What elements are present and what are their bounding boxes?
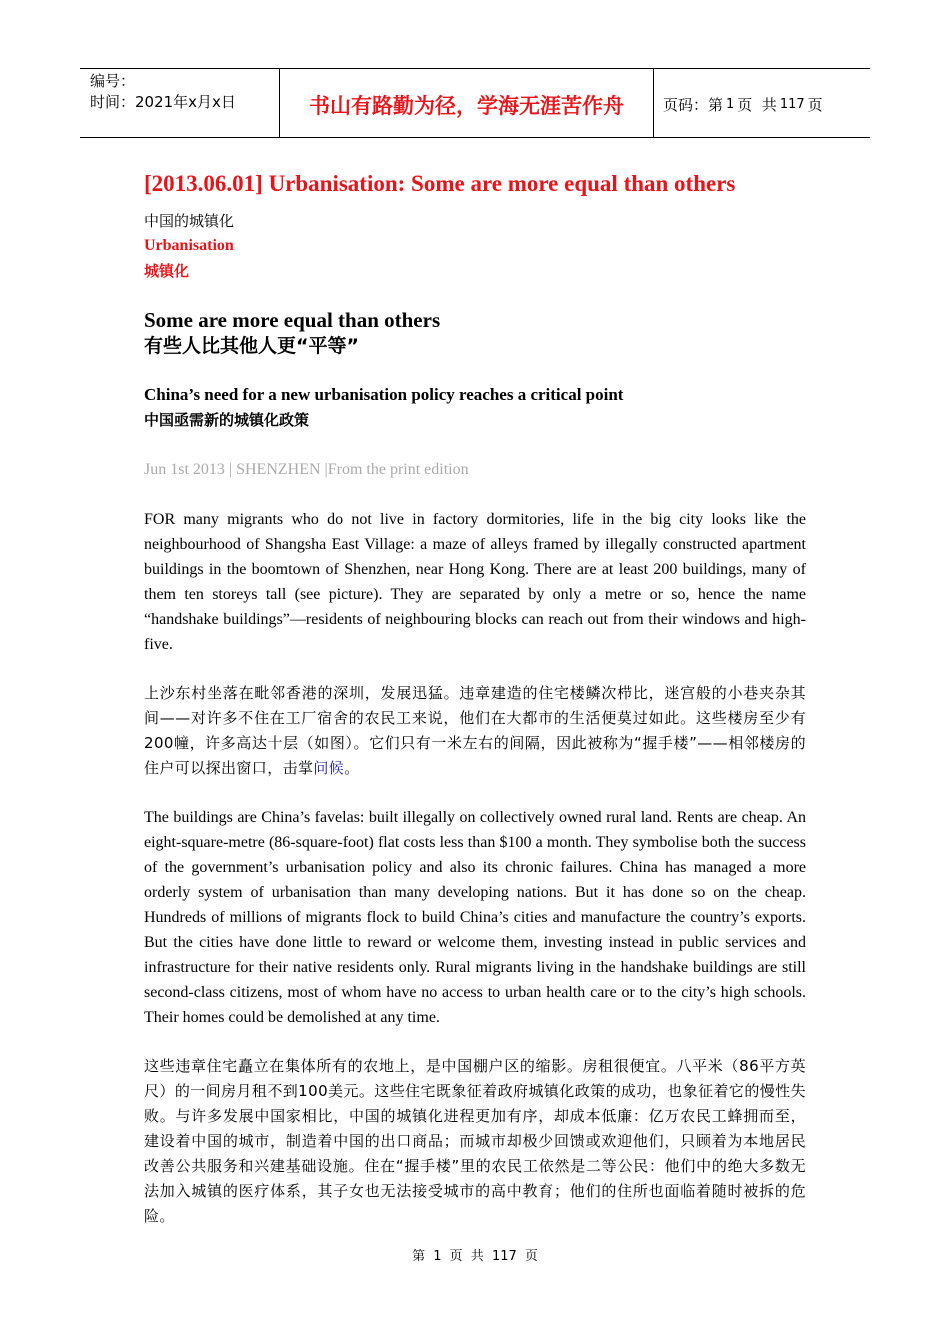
article-title: [2013.06.01] Urbanisation: Some are more equal than others bbox=[144, 171, 736, 196]
paragraph-1-cn-end: 。 bbox=[344, 759, 360, 777]
headline-cn: 有些人比其他人更“平等” bbox=[144, 335, 359, 357]
section-cn: 中国的城镇化 bbox=[144, 212, 235, 230]
paragraph-2-cn: 这些违章住宅矗立在集体所有的农地上，是中国棚户区的缩影。房租很便宜。八平米（86平方英尺）的一间房月租不到100美元。这些住宅既象征着政府城镇化政策的成功，也象征着它的慢性失败。与许多发展中国家相比，中国的城镇化进程更加有序，却成本低廉：亿万农民工蜂拥而至，建设着中国的城市，制造着中国的出口商品；而城市却极少回馈或欢迎他们，只顾着为本地居民改善公共服务和兴建基础设施。住在“握手楼”里的农民工依然是二等公民：他们中的绝大多数无法加入城镇的医疗体系，其子女也无法接受城市的高中教育；他们的住所也面临着随时被拆的危险。 bbox=[144, 1057, 806, 1225]
paragraph-1-en: FOR many migrants who do not live in factory dormitories, life in the big city looks like the neighbourhood of Shangsha East Village: a maze of alleys framed by illegally constructed apartment buildings in the boomtown of Shenzhen, near Hong Kong. There are at least 200 buildings, many of them ten storeys tall (see picture). They are separated by only a metre or so, hence the name “handshake buildings”—residents of neighbouring blocks can reach out from their windows and high-five. bbox=[144, 511, 806, 653]
document-header bbox=[80, 68, 870, 138]
footer-mid: 页 共 bbox=[449, 1249, 484, 1264]
subhead-cn: 中国亟需新的城镇化政策 bbox=[144, 411, 310, 429]
paragraph-2-en: The buildings are China’s favelas: built illegally on collectively owned rural land. Rents are cheap. An eight-square-metre (86-square-foot) flat costs less than $100 a month. They symbolise both the success of the government’s urbanisation policy and also its chronic failures. China has managed a more orderly system of urbanisation than many developing nations. But it has done so on the cheap. Hundreds of millions of migrants flock to build China’s cities and manufacture the country’s exports. But the cities have done little to reward or welcome them, investing instead in public services and infrastructure for their native residents only. Rural migrants living in the handshake buildings are still second-class citizens, most of whom have no access to urban health care or to the city’s high schools. Their homes could be demolished at any time. bbox=[144, 809, 806, 1026]
header-page-total: 117 bbox=[779, 96, 805, 112]
header-meta bbox=[80, 69, 280, 137]
header-page-info bbox=[654, 69, 870, 137]
subhead-en: China’s need for a new urbanisation policy reaches a critical point bbox=[144, 385, 624, 404]
paragraph-1-cn-text: 上沙东村坐落在毗邻香港的深圳，发展迅猛。违章建造的住宅楼鳞次栉比，迷宫般的小巷夹杂其间——对许多不住在工厂宿舍的农民工来说，他们在大都市的生活便莫过如此。这些楼房至少有200幢，许多高达十层（如图）。它们只有一米左右的间隔，因此被称为“握手楼”——相邻楼房的住户可以探出窗口，击掌 bbox=[144, 684, 806, 777]
footer-prefix: 第 bbox=[412, 1249, 426, 1264]
section-en: Urbanisation bbox=[144, 237, 234, 254]
time-label: 时间：2021年x月x日 bbox=[90, 93, 236, 111]
paragraph-1-cn bbox=[144, 681, 806, 781]
header-page-prefix: 页码：第 bbox=[663, 95, 724, 114]
section-cn-red: 城镇化 bbox=[144, 262, 190, 280]
footer-page-num: 1 bbox=[433, 1249, 442, 1264]
footer-suffix: 页 bbox=[524, 1249, 538, 1264]
footer-total: 117 bbox=[491, 1249, 517, 1264]
header-page-num: 1 bbox=[726, 96, 735, 112]
serial-label: 编号： bbox=[90, 72, 136, 90]
header-motto: 书山有路勤为径，学海无涯苦作舟 bbox=[280, 69, 654, 137]
page-footer bbox=[0, 1245, 950, 1264]
greeting-link[interactable]: 问候 bbox=[313, 759, 345, 777]
header-page-mid: 页 共 bbox=[737, 95, 777, 114]
dateline: Jun 1st 2013 | SHENZHEN |From the print edition bbox=[144, 461, 469, 478]
headline-en: Some are more equal than others bbox=[144, 308, 441, 332]
header-page-suffix: 页 bbox=[807, 95, 823, 114]
